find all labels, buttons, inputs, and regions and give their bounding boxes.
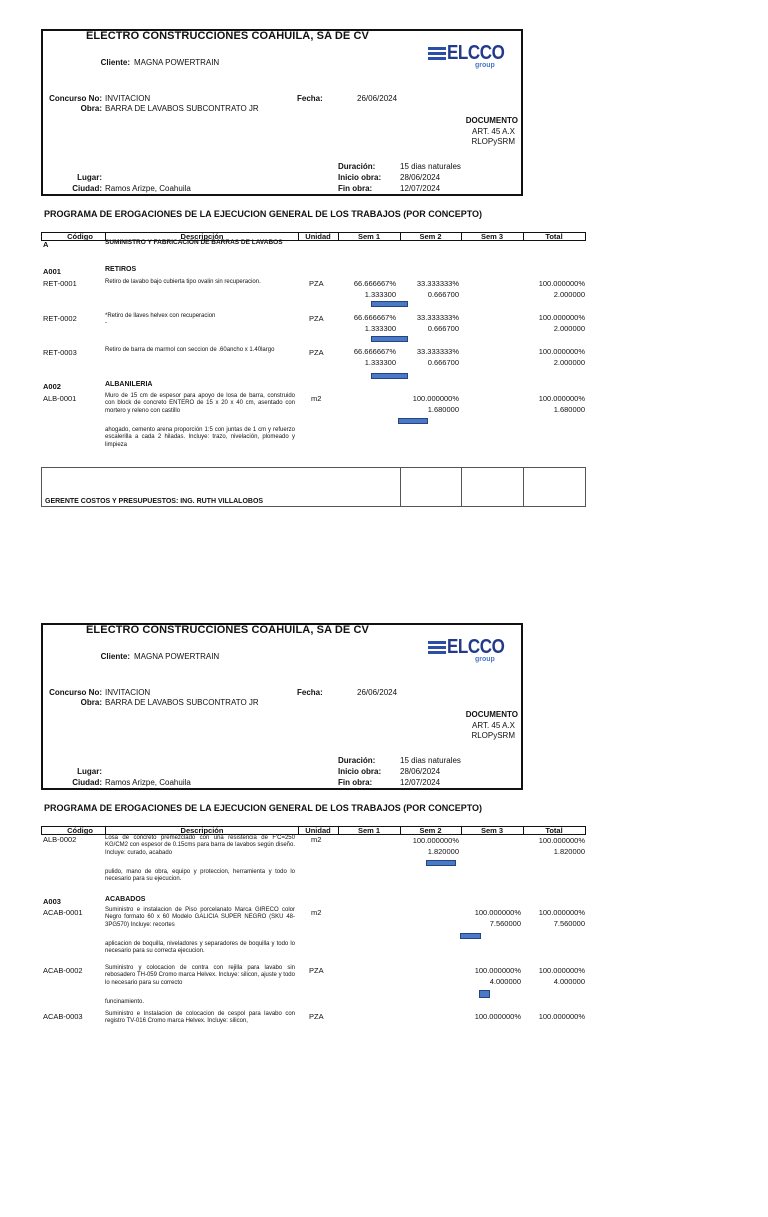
cliente-value: MAGNA POWERTRAIN (134, 652, 220, 661)
fin-label: Fin obra: (338, 778, 373, 787)
elcco-logo: ELCCO group (428, 43, 506, 75)
total-val: 4.000000 (553, 977, 585, 986)
page-1 (0, 29, 768, 623)
sem2-pct: 33.333333% (416, 279, 459, 288)
row-desc: Suministro e Instalacion de colocacion de cespol para lavabo con registro TV-016 Cromo marca Helvex. Incluye: silicon, (105, 1011, 295, 1025)
cliente-label: Cliente: (100, 58, 130, 67)
row-unit: PZA (309, 1012, 324, 1021)
documento-line2: RLOPySRM (471, 731, 515, 740)
row-code: ALB-0001 (43, 394, 77, 403)
row-unit: PZA (309, 348, 324, 357)
obra-value: BARRA DE LAVABOS SUBCONTRATO JR (105, 104, 259, 113)
row-desc-extra: pulido, mano de obra, equipo y proteccion, herramienta y todo lo necesario para su ejecucion. (105, 869, 295, 883)
col-descripcion: Descripción (180, 232, 224, 241)
section-code: A (43, 240, 49, 249)
sem2-val: 0.666700 (427, 290, 459, 299)
gantt-bar (479, 990, 490, 998)
fecha-value: 26/06/2024 (357, 94, 398, 103)
documento-line1: ART. 45 A.X (472, 127, 515, 136)
table-header (41, 826, 586, 835)
row-code: ACAB-0003 (43, 1012, 83, 1021)
row-desc-extra: ahogado, cemento arena proporción 1:5 con juntas de 1 cm y refuerzo escalerilla a cada 2 hiladas. Incluye: trazo, nivelación, plomeado y limpieza (105, 427, 295, 448)
inicio-value: 28/06/2024 (400, 767, 441, 776)
row-code: RET-0002 (43, 314, 77, 323)
inicio-label: Inicio obra: (338, 767, 382, 776)
gantt-bar (426, 860, 456, 866)
ciudad-label: Ciudad: (72, 778, 102, 787)
sem3-pct: 100.000000% (474, 966, 521, 975)
concurso-value: INVITACION (105, 688, 151, 697)
duracion-value: 15 dias naturales (400, 756, 461, 765)
sem3-val: 4.000000 (489, 977, 521, 986)
group-title: RETIROS (105, 266, 137, 273)
inicio-label: Inicio obra: (338, 173, 382, 182)
sem1-val: 1.333300 (364, 324, 396, 333)
row-code: RET-0001 (43, 279, 77, 288)
total-val: 2.000000 (553, 290, 585, 299)
logo-mark-icon (428, 47, 446, 61)
concurso-label: Concurso No: (49, 94, 102, 103)
row-unit: m2 (311, 394, 322, 403)
documento-line2: RLOPySRM (471, 137, 515, 146)
col-sem1: Sem 1 (357, 232, 381, 241)
documento-line1: ART. 45 A.X (472, 721, 515, 730)
lugar-label: Lugar: (77, 767, 102, 776)
total-pct: 100.000000% (538, 347, 585, 356)
concurso-value: INVITACION (105, 94, 151, 103)
col-total: Total (545, 826, 563, 835)
lugar-label: Lugar: (77, 173, 102, 182)
gantt-bar (371, 373, 408, 379)
documento-label: DOCUMENTO (465, 710, 518, 719)
group-title: ACABADOS (105, 896, 146, 903)
group-title: ALBANILERIA (105, 381, 153, 388)
fecha-label: Fecha: (297, 94, 323, 103)
row-desc: *Retiro de llaves helvex con recuperacion (105, 313, 216, 319)
fin-label: Fin obra: (338, 184, 373, 193)
fin-value: 12/07/2024 (400, 778, 441, 787)
row-unit: m2 (311, 835, 322, 844)
duracion-label: Duración: (338, 162, 376, 171)
sem1-pct: 66.666667% (353, 347, 396, 356)
sem2-val: 1.820000 (427, 847, 459, 856)
total-val: 1.820000 (553, 847, 585, 856)
row-desc: Retiro de barra de marmol con seccion de .60ancho x 1.40largo (105, 347, 275, 353)
sem2-val: 0.666700 (427, 358, 459, 367)
signature-box (41, 467, 586, 507)
program-title: PROGRAMA DE EROGACIONES DE LA EJECUCION GENERAL DE LOS TRABAJOS (POR CONCEPTO) (44, 209, 483, 219)
row-unit: PZA (309, 279, 324, 288)
col-descripcion: Descripción (180, 826, 224, 835)
row-desc-extra: aplicacion de boquilla, niveladores y separadores de boquilla y todo lo necesario para su correcta ejecucion. (105, 941, 295, 955)
row-desc-extra: - (105, 320, 107, 326)
duracion-label: Duración: (338, 756, 376, 765)
row-unit: PZA (309, 314, 324, 323)
gantt-bar (371, 336, 408, 342)
cliente-label: Cliente: (100, 652, 130, 661)
section-desc: SUMINISTRO Y FABRICACION DE BARRAS DE LAVABOS (105, 239, 283, 246)
concurso-label: Concurso No: (49, 688, 102, 697)
sem3-val: 7.560000 (489, 919, 521, 928)
col-sem3: Sem 3 (480, 826, 504, 835)
program-title: PROGRAMA DE EROGACIONES DE LA EJECUCION GENERAL DE LOS TRABAJOS (POR CONCEPTO) (44, 803, 483, 813)
duracion-value: 15 dias naturales (400, 162, 461, 171)
total-pct: 100.000000% (538, 394, 585, 403)
row-desc: Suministro e instalacion de Piso porcelanato Marca GIRECO color Negro formato 60 x 60 Modelo GALICIA SUPER NEGRO (SKU 48-3PG570) Incluye: recortes (105, 907, 295, 928)
row-desc: Suministro y colocacion de contra con rejilla para lavabo sin rebosadero TH-059 Cromo marca Helvex. Incluye: silicon, ajuste y todo lo necesario para su correcto (105, 965, 295, 986)
sem3-pct: 100.000000% (474, 908, 521, 917)
total-pct: 100.000000% (538, 908, 585, 917)
gantt-bar (460, 933, 481, 939)
row-code: ACAB-0001 (43, 908, 83, 917)
inicio-value: 28/06/2024 (400, 173, 441, 182)
group-code: A003 (43, 897, 61, 906)
cliente-value: MAGNA POWERTRAIN (134, 58, 220, 67)
ciudad-label: Ciudad: (72, 184, 102, 193)
elcco-logo: ELCCO group (428, 637, 506, 669)
ciudad-value: Ramos Arizpe, Coahuila (105, 778, 191, 787)
sem2-pct: 100.000000% (412, 394, 459, 403)
total-val: 2.000000 (553, 324, 585, 333)
row-code: RET-0003 (43, 348, 77, 357)
fin-value: 12/07/2024 (400, 184, 441, 193)
sem3-pct: 100.000000% (474, 1012, 521, 1021)
total-val: 7.560000 (553, 919, 585, 928)
logo-mark-icon (428, 641, 446, 655)
col-unidad: Unidad (305, 826, 331, 835)
sem1-pct: 66.666667% (353, 279, 396, 288)
col-sem2: Sem 2 (419, 826, 442, 835)
ciudad-value: Ramos Arizpe, Coahuila (105, 184, 191, 193)
group-code: A001 (43, 267, 61, 276)
row-desc-extra: funcinamiento. (105, 999, 145, 1005)
obra-value: BARRA DE LAVABOS SUBCONTRATO JR (105, 698, 259, 707)
obra-label: Obra: (80, 104, 102, 113)
sem2-pct: 100.000000% (412, 836, 459, 845)
sem1-pct: 66.666667% (353, 313, 396, 322)
row-desc: Losa de concreto premezclado con una resistencia de F'C=250 KG/CM2 con espesor de 0.15cms para barra de lavabos según diseño. Incluye: curado, acabado (105, 835, 295, 856)
col-sem1: Sem 1 (357, 826, 381, 835)
total-pct: 100.000000% (538, 966, 585, 975)
col-sem3: Sem 3 (480, 232, 504, 241)
row-desc: Muro de 15 cm de espesor para apoyo de losa de barra, construido con block de concreto ENTERO de 15 x 20 x 40 cm, asentado con mortero y releno con castillo (105, 393, 295, 414)
col-codigo: Código (67, 232, 93, 241)
row-desc: Retiro de lavabo bajo cubierta tipo ovalin sin recuperacion. (105, 279, 261, 285)
sem2-pct: 33.333333% (416, 313, 459, 322)
sem1-val: 1.333300 (364, 290, 396, 299)
gantt-bar (398, 418, 428, 424)
total-val: 2.000000 (553, 358, 585, 367)
sem2-val: 0.666700 (427, 324, 459, 333)
signature-text: GERENTE COSTOS Y PRESUPUESTOS: ING. RUTH VILLALOBOS (45, 498, 264, 505)
col-total: Total (545, 232, 563, 241)
documento-label: DOCUMENTO (465, 116, 518, 125)
total-val: 1.680000 (553, 405, 585, 414)
sem2-pct: 33.333333% (416, 347, 459, 356)
row-unit: PZA (309, 966, 324, 975)
sem2-val: 1.680000 (427, 405, 459, 414)
row-code: ACAB-0002 (43, 966, 83, 975)
total-pct: 100.000000% (538, 1012, 585, 1021)
row-code: ALB-0002 (43, 835, 77, 844)
group-code: A002 (43, 382, 61, 391)
total-pct: 100.000000% (538, 836, 585, 845)
fecha-label: Fecha: (297, 688, 323, 697)
row-unit: m2 (311, 908, 322, 917)
page-2 (0, 623, 768, 1217)
sem1-val: 1.333300 (364, 358, 396, 367)
total-pct: 100.000000% (538, 313, 585, 322)
gantt-bar (371, 301, 408, 307)
col-codigo: Código (67, 826, 93, 835)
fecha-value: 26/06/2024 (357, 688, 398, 697)
col-unidad: Unidad (305, 232, 331, 241)
obra-label: Obra: (80, 698, 102, 707)
company-name: ELECTRO CONSTRUCCIONES COAHUILA, SA DE CV (86, 624, 369, 636)
col-sem2: Sem 2 (419, 232, 442, 241)
total-pct: 100.000000% (538, 279, 585, 288)
company-name: ELECTRO CONSTRUCCIONES COAHUILA, SA DE CV (86, 30, 369, 42)
